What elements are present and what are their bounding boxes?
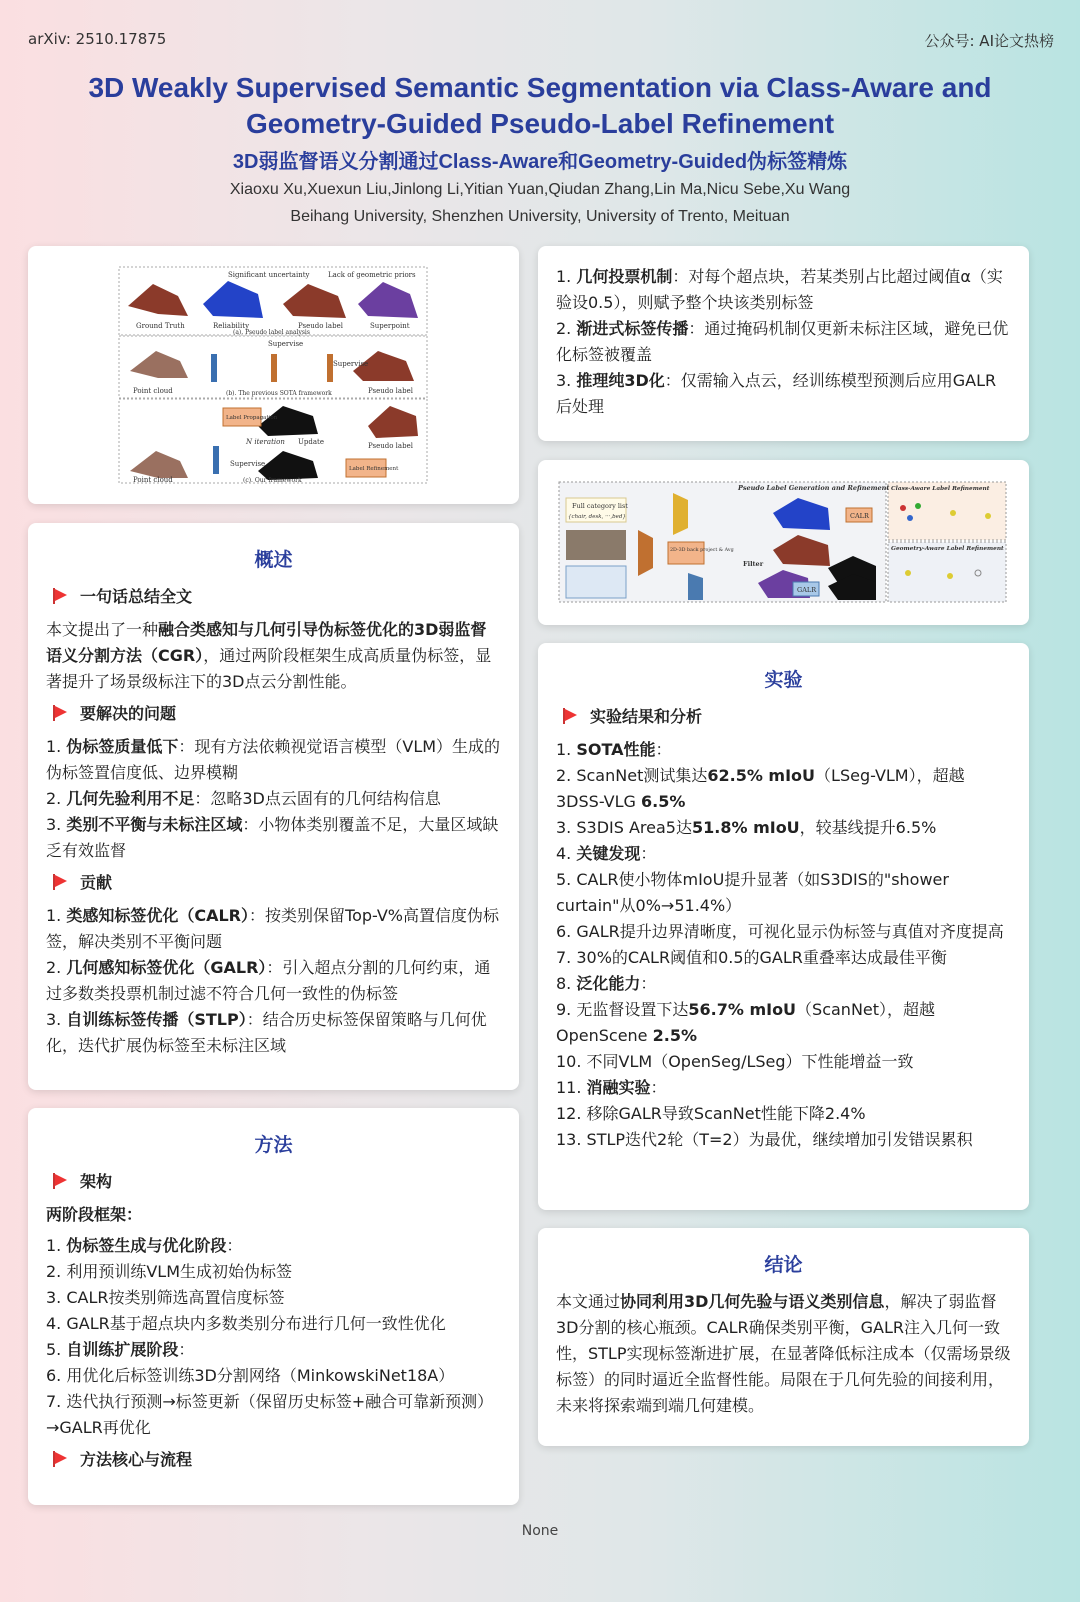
bold-text: 6.5%	[641, 792, 686, 811]
text: 2.	[556, 319, 577, 338]
text: ：结合历史标签保留策略与几何优化，迭代扩展伪标签至未标注区域	[46, 1010, 487, 1055]
paragraph	[46, 1007, 501, 1059]
text: 本文通过	[556, 1292, 621, 1311]
overview-card	[28, 523, 519, 1090]
paragraph	[46, 1389, 501, 1441]
text: 6. GALR提升边界清晰度，可视化显示伪标签与真值对齐度提高	[556, 922, 1004, 941]
text: ：	[655, 740, 672, 759]
red-flag-icon	[52, 1451, 66, 1467]
paragraph	[46, 955, 501, 1007]
text: 5. CALR使小物体mIoU提升显著（如S3DIS的"shower curtain"从0%→51.4%）	[556, 870, 949, 915]
figure-label: Superpoint	[370, 322, 410, 330]
paragraph	[556, 1101, 1011, 1127]
method-card	[28, 1108, 519, 1505]
figure-label: Supervise	[333, 360, 369, 368]
affiliations: Beihang University, Shenzhen University, University of Trento, Meituan	[290, 208, 790, 225]
section-title: 结论	[764, 1254, 803, 1276]
text: ：小物体类别覆盖不足，大量区域缺乏有效监督	[46, 815, 499, 860]
text: 3.	[46, 815, 67, 834]
bold-text: 泛化能力	[576, 974, 641, 993]
paragraph	[46, 617, 501, 695]
text: ：	[640, 844, 657, 863]
paragraph	[556, 1127, 1011, 1153]
figure-label: Lack of geometric priors	[328, 271, 416, 279]
text: ，较基线提升6.5%	[799, 818, 937, 837]
subsection-label: 一句话总结全文	[80, 587, 193, 606]
text: 12. 移除GALR导致ScanNet性能下降2.4%	[556, 1104, 866, 1123]
figure-label: Geometry-Aware Label Refinement	[891, 546, 1004, 552]
figure-label: GALR	[797, 586, 817, 594]
text: （LSeg-VLM），超越3DSS-VLG	[556, 766, 965, 811]
text: 1.	[556, 740, 577, 759]
paragraph	[556, 815, 1011, 841]
text: 1.	[46, 737, 67, 756]
paragraph	[46, 786, 501, 812]
text: 8.	[556, 974, 577, 993]
paragraph	[556, 368, 1011, 420]
figure-label: {chair, desk, ···,bed}	[568, 514, 626, 520]
paragraph	[556, 1049, 1011, 1075]
figure-label: Reliability	[213, 322, 250, 330]
text: 2.	[46, 958, 67, 977]
figure2-card	[538, 460, 1029, 625]
figure-label: (b). The previous SOTA framework	[226, 390, 332, 397]
figure-label: N iteration	[246, 438, 285, 446]
figure-label: Ground Truth	[136, 322, 185, 330]
bold-text: 渐进式标签传播	[576, 319, 689, 338]
paragraph	[46, 1285, 501, 1311]
bold-text: 56.7% mIoU	[688, 1000, 797, 1019]
figure-label: Pseudo label	[368, 387, 413, 395]
bold-text: 协同利用3D几何先验与语义类别信息	[620, 1292, 885, 1311]
red-flag-icon	[52, 874, 66, 890]
bold-text: 几何感知标签优化（GALR）	[66, 958, 267, 977]
paragraph	[556, 264, 1011, 316]
subsection-heading	[46, 701, 501, 724]
paragraph	[556, 1075, 1011, 1101]
bold-text: 伪标签质量低下	[66, 737, 179, 756]
text: 1.	[556, 267, 577, 286]
text: 2. ScanNet测试集达	[556, 766, 708, 785]
text: 4. GALR基于超点块内多数类别分布进行几何一致性优化	[46, 1314, 446, 1333]
text: 3. S3DIS Area5达	[556, 818, 692, 837]
text: ：对每个超点块，若某类别占比超过阈值α（实验设0.5），则赋予整个块该类别标签	[556, 267, 1003, 312]
figure-label: Point cloud	[133, 476, 173, 484]
section-title: 方法	[254, 1134, 293, 1156]
lead-text: 两阶段框架：	[46, 1205, 143, 1224]
red-flag-icon	[52, 705, 66, 721]
text: ：按类别保留Top-V%高置信度伪标签，解决类别不平衡问题	[46, 906, 500, 951]
text: 2.	[46, 789, 67, 808]
paragraph	[46, 1233, 501, 1259]
figure-label: 2D-3D back project & Avg	[670, 548, 734, 553]
text: ：仅需输入点云，经训练模型预测后应用GALR后处理	[556, 371, 997, 416]
text: 2. 利用预训练VLM生成初始伪标签	[46, 1262, 293, 1281]
text: 13. STLP迭代2轮（T=2）为最优，继续增加引发错误累积	[556, 1130, 973, 1149]
bold-text: 几何先验利用不足	[66, 789, 195, 808]
red-flag-icon	[52, 588, 66, 604]
title-line-1: 3D Weakly Supervised Semantic Segmentation via Class-Aware and	[88, 72, 992, 103]
point-cloud-thumbnails	[128, 281, 418, 480]
paragraph	[46, 1363, 501, 1389]
figure-label: (a). Pseudo label analysis	[233, 329, 310, 336]
figure-label: Label Propagation	[226, 415, 278, 421]
bold-text: 伪标签生成与优化阶段	[66, 1236, 227, 1255]
text: 3. CALR按类别筛选高置信度标签	[46, 1288, 285, 1307]
framework-comparison-figure	[118, 266, 428, 484]
bold-text: 类别不平衡与未标注区域	[66, 815, 243, 834]
text: 7. 30%的CALR阈值和0.5的GALR重叠率达成最佳平衡	[556, 948, 947, 967]
paragraph	[46, 1337, 501, 1363]
paragraph	[556, 945, 1011, 971]
text: ，通过两阶段框架生成高质量伪标签，显著提升了场景级标注下的3D点云分割性能。	[46, 646, 492, 691]
bold-text: 关键发现	[576, 844, 641, 863]
paragraph	[46, 734, 501, 786]
paper-title	[0, 70, 1080, 142]
text: ：通过掩码机制仅更新未标注区域，避免已优化标签被覆盖	[556, 319, 1009, 364]
bold-text: 自训练标签传播（STLP）	[66, 1010, 247, 1029]
subsection-label: 方法核心与流程	[80, 1450, 193, 1469]
subsection-label: 贡献	[80, 873, 113, 892]
conclusion-card	[538, 1228, 1029, 1446]
overview-content	[46, 584, 501, 1059]
text: 5.	[46, 1340, 67, 1359]
paragraph	[556, 867, 1011, 919]
authors: Xiaoxu Xu,Xuexun Liu,Jinlong Li,Yitian Yuan,Qiudan Zhang,Lin Ma,Nicu Sebe,Xu Wang	[229, 181, 851, 198]
text: ：忽略3D点云固有的几何结构信息	[194, 789, 441, 808]
section-title: 实验	[764, 669, 803, 691]
paragraph	[46, 903, 501, 955]
text: ：现有方法依赖视觉语言模型（VLM）生成的伪标签置信度低、边界模糊	[46, 737, 501, 782]
paper-title-zh: 3D弱监督语义分割通过Class-Aware和Geometry-Guided伪标签精炼	[232, 151, 848, 173]
figure-label: Filter	[743, 560, 764, 568]
method_cont-content	[556, 264, 1011, 420]
bold-text: 类感知标签优化（CALR）	[66, 906, 250, 925]
figure-label: Pseudo label	[368, 442, 413, 450]
pipeline-title: Pseudo Label Generation and Refinement	[738, 484, 890, 492]
text: 4.	[556, 844, 577, 863]
experiments-content	[556, 704, 1011, 1153]
bold-text: 自训练扩展阶段	[66, 1340, 179, 1359]
paragraph	[556, 316, 1011, 368]
figure-label: Pseudo label	[298, 322, 343, 330]
paragraph	[46, 1259, 501, 1285]
paragraph	[46, 812, 501, 864]
text: 7. 迭代执行预测→标签更新（保留历史标签+融合可靠新预测）→GALR再优化	[46, 1392, 494, 1437]
subsection-label: 要解决的问题	[80, 704, 177, 723]
text: 本文提出了一种	[46, 620, 159, 639]
figure-label: Supervise	[230, 460, 266, 468]
subsection-heading	[556, 704, 1011, 727]
figure-label: Update	[298, 438, 324, 446]
conclusion-content	[556, 1289, 1011, 1419]
figure-label: (c). Our framework	[243, 477, 302, 484]
bold-text: 融合类感知与几何引导伪标签优化的3D弱监督语义分割方法（CGR）	[46, 620, 487, 665]
paragraph	[556, 763, 1011, 815]
footer-text: None	[521, 1523, 559, 1539]
text: 3.	[46, 1010, 67, 1029]
paragraph	[556, 919, 1011, 945]
text: 9. 无监督设置下达	[556, 1000, 689, 1019]
bold-text: 推理纯3D化	[576, 371, 665, 390]
figure-label: CALR	[850, 512, 869, 520]
bold-text: 消融实验	[586, 1078, 651, 1097]
text: ：	[178, 1340, 195, 1359]
bold-text: 2.5%	[652, 1026, 697, 1045]
account-name: 公众号: AI论文热榜	[924, 32, 1054, 50]
section-title: 概述	[254, 549, 293, 571]
text: 11.	[556, 1078, 587, 1097]
text: ：	[226, 1236, 243, 1255]
figure-label: Class-Aware Label Refinement	[891, 486, 990, 492]
method-pipeline-figure	[558, 478, 1008, 603]
text: 3.	[556, 371, 577, 390]
paragraph	[556, 737, 1011, 763]
paragraph	[556, 971, 1011, 997]
bold-text: 51.8% mIoU	[691, 818, 800, 837]
text: 10. 不同VLM（OpenSeg/LSeg）下性能增益一致	[556, 1052, 914, 1071]
figure-label: Significant uncertainty	[228, 271, 310, 279]
experiments-card	[538, 643, 1029, 1210]
red-flag-icon	[52, 1173, 66, 1189]
text: ，解决了弱监督3D分割的核心瓶颈。CALR确保类别平衡，GALR注入几何一致性，STLP实现标签渐进扩展，在显著降低标注成本（仅需场景级标签）的同时逼近全监督性能。局限在于几何先验的间接利用，未来将探索端到端几何建模。	[556, 1292, 1011, 1415]
title-line-2: Geometry-Guided Pseudo-Label Refinement	[245, 108, 835, 139]
text: ：	[640, 974, 657, 993]
text: 1.	[46, 906, 67, 925]
subsection-label: 架构	[80, 1172, 113, 1191]
subsection-label: 实验结果和分析	[590, 707, 703, 726]
arxiv-id: arXiv: 2510.17875	[28, 30, 167, 48]
paragraph	[556, 997, 1011, 1049]
figure-label: Supervise	[268, 340, 304, 348]
subsection-heading	[46, 1169, 501, 1192]
method-continued-card	[538, 246, 1029, 441]
figure-label: Point cloud	[133, 387, 173, 395]
paragraph	[46, 1311, 501, 1337]
paragraph	[556, 841, 1011, 867]
bold-text: 62.5% mIoU	[707, 766, 816, 785]
method-content	[46, 1169, 501, 1470]
figure-label: Full category list	[572, 502, 628, 510]
text: （ScanNet），超越OpenScene	[556, 1000, 936, 1045]
subsection-heading	[46, 584, 501, 607]
text: ：	[650, 1078, 667, 1097]
figure1-card	[28, 246, 519, 504]
subsection-heading	[46, 1447, 501, 1470]
red-flag-icon	[562, 708, 576, 724]
text: 1.	[46, 1236, 67, 1255]
text: ：引入超点分割的几何约束，通过多数类投票机制过滤不符合几何一致性的伪标签	[46, 958, 491, 1003]
figure-label: Label Refinement	[349, 466, 399, 472]
bold-text: SOTA性能	[576, 740, 656, 759]
subsection-heading	[46, 870, 501, 893]
bold-text: 几何投票机制	[576, 267, 673, 286]
paragraph	[556, 1289, 1011, 1419]
text: 6. 用优化后标签训练3D分割网络（MinkowskiNet18A）	[46, 1366, 455, 1385]
